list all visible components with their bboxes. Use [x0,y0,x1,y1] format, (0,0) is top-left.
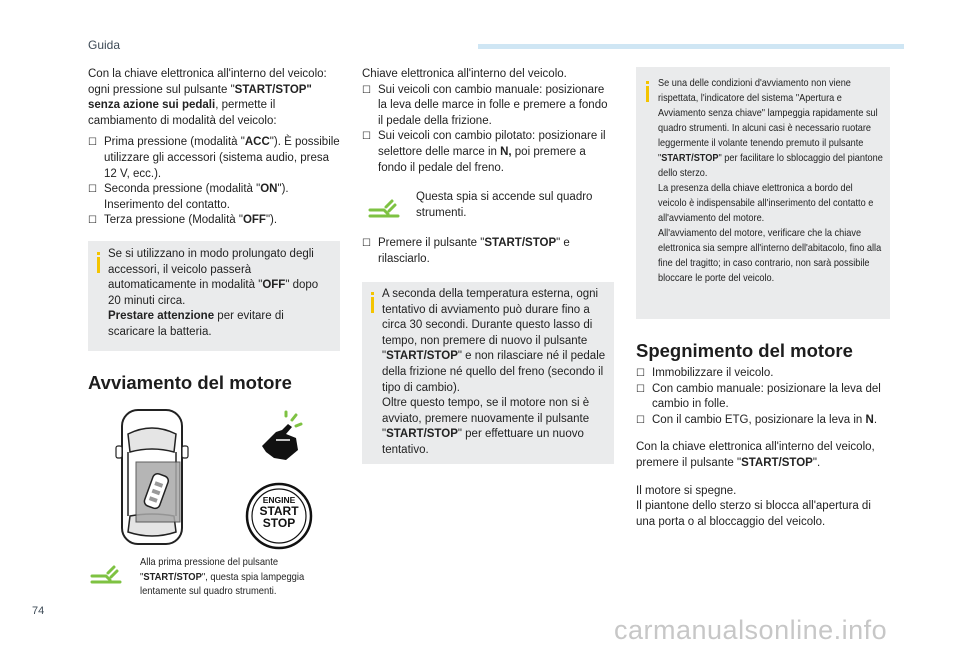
list-item: ☐ Con il cambio ETG, posizionare la leva in N. [636,413,892,429]
start-conditions-note [636,67,890,319]
checkbox-bullet-icon: ☐ [636,368,645,379]
column-3-body [636,366,892,530]
note-text-2: La presenza della chiave elettronica a bordo del veicolo è indispensabile all'inserimento del contatto e all'avviamento del motore. [658,183,874,224]
checkbox-bullet-icon: ☐ [636,414,645,426]
note-paragraph-2: Oltre questo tempo, se il motore non si è avviato, premere nuovamente il pulsante "START/STOP" per effettuare un nuovo tentativo. [382,397,590,456]
button-label-stop: STOP [262,516,296,530]
stop-paragraph-2: Il motore si spegne. [636,484,737,497]
info-icon [646,81,649,84]
info-icon [97,252,100,255]
checkbox-bullet-icon: ☐ [636,383,645,395]
key-warning-lamp-icon [88,562,124,586]
note-paragraph-1: A seconda della temperatura esterna, ogni tentativo di avviamento può durare fino a circa 30 secondi. Durante questo lasso di tempo, non premere di nuovo il pulsante "START/STOP" e non rilasciare né il pedale della frizione né quello del freno (secondo il tipo di cambio). [382,288,606,394]
note-text-3: All'avviamento del motore, verificare che la chiave elettronica sia sempre all'interno dell'abitacolo, fino alla fine del tragitto; in caso contrario, non sarà possibile bloccare le porte del veicolo. [658,228,882,284]
gear-instructions-list [362,83,614,177]
stop-paragraph-3: Il piantone dello sterzo si blocca all'apertura di una porta o al bloccaggio del veicolo. [636,500,871,528]
checkbox-bullet-icon: ☐ [362,84,371,96]
mode-list [88,135,340,229]
stop-paragraph-1: Con la chiave elettronica all'interno del veicolo, premere il pulsante "START/STOP". [636,441,875,469]
lamp-caption-1: Alla prima pressione del pulsante "START/STOP", questa spia lampeggia lentamente sul quadro strumenti. [140,557,305,598]
car-top-view-icon [112,404,192,550]
list-item: ☐ Seconda pressione (modalità "ON"). Inserimento del contatto. [88,183,289,211]
intro-paragraph: Con la chiave elettronica all'interno del veicolo: ogni pressione sul pulsante "START/STOP" senza azione sui pedali, permette il cambiamento di modalità del veicolo: [88,68,327,127]
checkbox-bullet-icon: ☐ [362,131,371,143]
hand-pressing-icon [256,410,310,464]
key-inside-text: Chiave elettronica all'interno del veicolo. [362,68,567,80]
checkbox-bullet-icon: ☐ [88,215,97,227]
battery-note [88,241,340,351]
key-warning-lamp-icon [366,196,402,220]
list-item: ☐ Prima pressione (modalità "ACC"). È possibile utilizzare gli accessori (sistema audio, presa 12 V, ecc.). [88,136,340,180]
list-item: ☐ Sui veicoli con cambio manuale: posizionare la leva delle marce in folle e premere a fondo il pedale della frizione. [362,83,608,127]
checkbox-bullet-icon: ☐ [88,184,97,196]
note-text: Se si utilizzano in modo prolungato degli accessori, il veicolo passerà automaticamente in modalità "OFF" dopo 20 minuti circa. [108,248,319,307]
list-item: ☐ Immobilizzare il veicolo. [636,366,892,382]
page-number: 74 [32,605,45,617]
header-title: Guida [88,38,121,52]
column-1 [88,67,340,229]
header-bar [478,44,904,49]
list-item: ☐ Premere il pulsante "START/STOP" e rilasciarlo. [362,237,570,265]
note-attention: Prestare attenzione per evitare di scaricare la batteria. [108,310,284,338]
checkbox-bullet-icon: ☐ [362,238,371,249]
button-label-start: START [259,504,299,518]
button-label-engine: ENGINE [262,495,296,505]
list-item: ☐ Terza pressione (Modalità "OFF"). [88,213,340,229]
list-item: ☐ Sui veicoli con cambio pilotato: posizionare il selettore delle marce in N, poi premere a fondo il pedale del freno. [362,130,606,174]
section-title-stop: Spegnimento del motore [636,340,853,361]
lamp-on-text: Questa spia si accende sul quadro strumenti. [416,191,593,219]
press-instruction [362,236,614,267]
watermark: carmanualsonline.info [614,615,888,645]
stop-list [636,366,892,428]
list-item: ☐ Con cambio manuale: posizionare la leva del cambio in folle. [636,382,881,411]
column-2 [362,67,614,176]
info-icon [371,292,374,295]
start-attempt-note [362,282,614,464]
checkbox-bullet-icon: ☐ [88,137,97,149]
note-text-1: Se una delle condizioni d'avviamento non viene rispettata, l'indicatore del sistema "Apertura e Avviamento senza chiave" lampeggia rapidamente sul quadro strumenti. In alcuni casi è necessario ruotare leggermente il volante tenendo premuto il pulsante "START/STOP" per facilitare lo sblocaggio del piantone dello sterzo. [658,78,883,179]
section-title-start: Avviamento del motore [88,372,292,393]
